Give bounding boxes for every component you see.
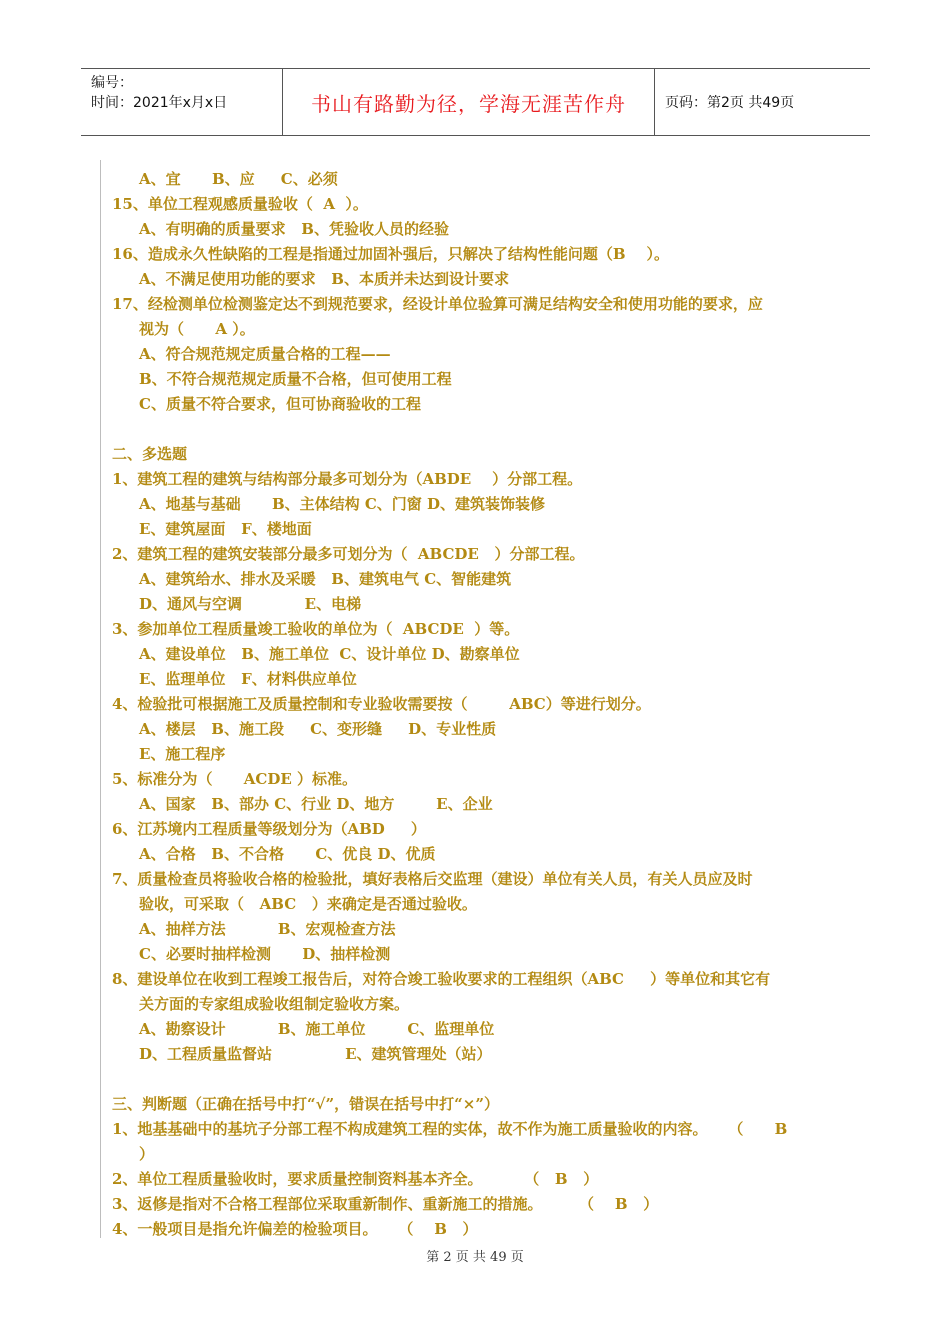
text-line: 2、建筑工程的建筑安装部分最多可划分为（ ABCDE ）分部工程。 <box>112 545 585 563</box>
date-line: 时间：2021年x月x日 <box>91 95 228 111</box>
text-line: 3、返修是指对不合格工程部位采取重新制作、重新施工的措施。 （ B ） <box>112 1195 659 1213</box>
text-line: A、建设单位 B、施工单位 C、设计单位 D、勘察单位 <box>139 645 520 663</box>
text-line: A、符合规范规定质量合格的工程—— <box>139 345 391 363</box>
text-line: D、通风与空调 E、电梯 <box>139 595 362 613</box>
text-line: A、楼层 B、施工段 C、变形缝 D、专业性质 <box>139 720 497 738</box>
document-body <box>112 167 842 1242</box>
text-line: 视为（ A ）。 <box>139 320 255 338</box>
text-line: A、国家 B、部办 C、行业 D、地方 E、企业 <box>139 795 493 813</box>
text-line: A、抽样方法 B、宏观检查方法 <box>139 920 396 938</box>
text-line: E、建筑屋面 F、楼地面 <box>139 520 312 538</box>
text-line: ） <box>139 1145 155 1163</box>
text-line: 2、单位工程质量验收时，要求质量控制资料基本齐全。 （ B ） <box>112 1170 599 1188</box>
margin-line <box>100 160 101 1238</box>
text-line: 17、经检测单位检测鉴定达不到规范要求，经设计单位验算可满足结构安全和使用功能的要求，应 <box>112 295 763 313</box>
text-line: A、不满足使用功能的要求 B、本质并未达到设计要求 <box>139 270 509 288</box>
page-header <box>81 68 870 136</box>
text-line: D、工程质量监督站 E、建筑管理处（站） <box>139 1045 492 1063</box>
text-line: 5、标准分为（ ACDE ）标准。 <box>112 770 358 788</box>
page-footer: 第 2 页 共 49 页 <box>426 1250 524 1265</box>
text-line: 4、检验批可根据施工及质量控制和专业验收需要按（ ABC）等进行划分。 <box>112 695 651 713</box>
header-page-info: 页码：第2页 共49页 <box>665 95 795 111</box>
text-line: 4、一般项目是指允许偏差的检验项目。 （ B ） <box>112 1220 478 1238</box>
text-line: 7、质量检查员将验收合格的检验批，填好表格后交监理（建设）单位有关人员，有关人员应及时 <box>112 870 753 888</box>
text-line: 16、造成永久性缺陷的工程是指通过加固补强后，只解决了结构性能问题（B ）。 <box>112 245 669 263</box>
serial-label: 编号： <box>91 75 133 91</box>
text-line: 15、单位工程观感质量验收（ A ）。 <box>112 195 368 213</box>
text-line: 验收，可采取（ ABC ）来确定是否通过验收。 <box>139 895 477 913</box>
header-left-cell <box>81 69 283 135</box>
text-line: 1、地基基础中的基坑子分部工程不构成建筑工程的实体，故不作为施工质量验收的内容。 （ B <box>112 1120 788 1138</box>
text-line: B、不符合规范规定质量不合格，但可使用工程 <box>139 370 452 388</box>
text-line: A、建筑给水、排水及采暖 B、建筑电气 C、智能建筑 <box>139 570 512 588</box>
text-line: E、施工程序 <box>139 745 226 763</box>
text-line: 二、多选题 <box>112 445 188 463</box>
text-line: 8、建设单位在收到工程竣工报告后，对符合竣工验收要求的工程组织（ABC ）等单位和其它有 <box>112 970 771 988</box>
text-line: C、必要时抽样检测 D、抽样检测 <box>139 945 391 963</box>
text-line: 关方面的专家组成验收组制定验收方案。 <box>139 995 410 1013</box>
text-line: 三、判断题（正确在括号中打“√”，错误在括号中打“×”） <box>112 1095 499 1113</box>
text-line: A、合格 B、不合格 C、优良 D、优质 <box>139 845 436 863</box>
text-line: A、勘察设计 B、施工单位 C、监理单位 <box>139 1020 495 1038</box>
text-line <box>112 417 842 442</box>
text-line <box>112 1067 842 1092</box>
text-line: 1、建筑工程的建筑与结构部分最多可划分为（ABDE ）分部工程。 <box>112 470 583 488</box>
text-line: 3、参加单位工程质量竣工验收的单位为（ ABCDE ）等。 <box>112 620 520 638</box>
text-line: A、地基与基础 B、主体结构 C、门窗 D、建筑装饰装修 <box>139 495 546 513</box>
text-line: A、有明确的质量要求 B、凭验收人员的经验 <box>139 220 449 238</box>
text-line: C、质量不符合要求，但可协商验收的工程 <box>139 395 421 413</box>
text-line: E、监理单位 F、材料供应单位 <box>139 670 357 688</box>
header-motto: 书山有路勤为径，学海无涯苦作舟 <box>283 69 655 135</box>
text-line: 6、江苏境内工程质量等级划分为（ABD ） <box>112 820 426 838</box>
text-line: A、宜 B、应 C、必须 <box>139 170 338 188</box>
